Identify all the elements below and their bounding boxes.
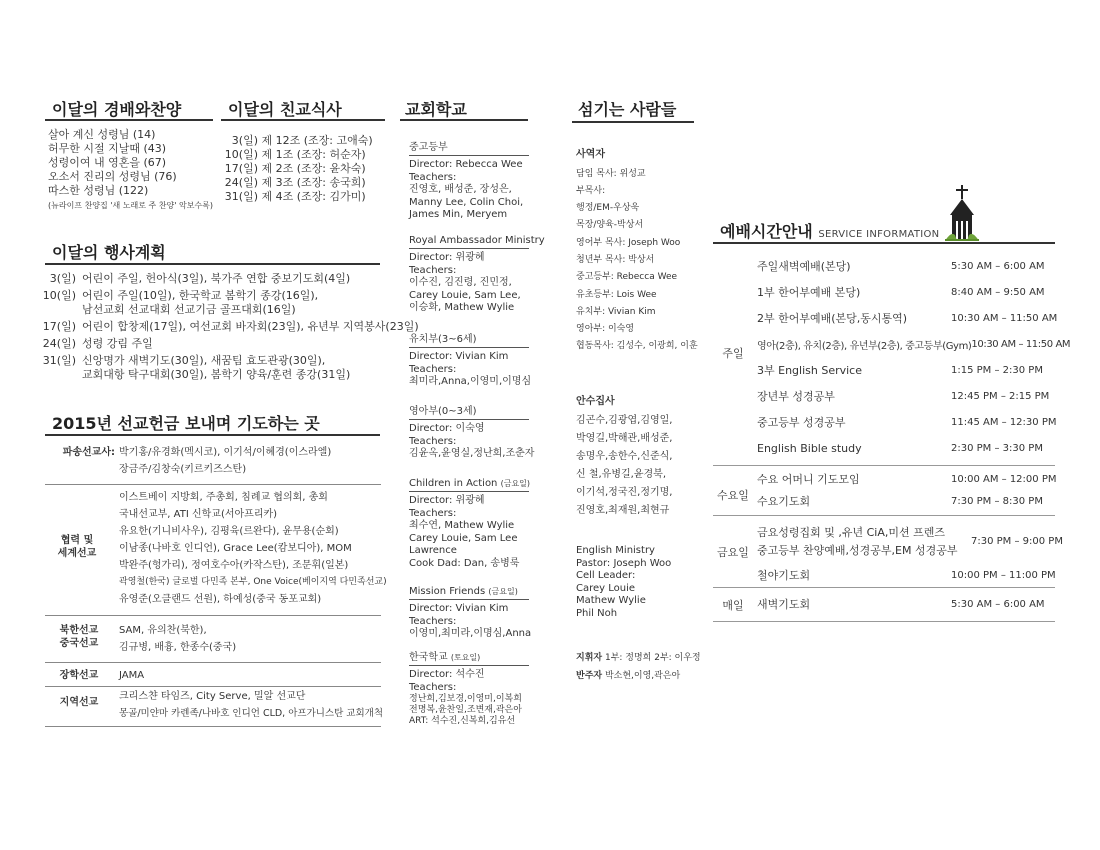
mission-label: 지역선교 [59, 697, 99, 708]
missions-title: 2015년 선교헌금 보내며 기도하는 곳 [52, 414, 320, 433]
school-section-title: Children in Action (금요일) [409, 477, 529, 492]
mission-list: 이스트베이 지방회, 주총회, 침례교 협의회, 총회 국내선교부, ATI 신학교(서아프리카) 유요한(기니비사우), 김평육(르완다), 윤무용(순회) 이남종(나바호 인디언), Grace Lee(캄보디아), MOM 박완주(헝가리), 정여호수아(카작스탄), 조문휘(일본) 곽영철(한국) 글로벌 다민족 본부, One Voice(베이지역 다민족선교) 유영준(오클랜드 선원), 하예성(중국 동포교회) [119, 492, 387, 605]
hymns-rule [45, 119, 213, 121]
fellowship-item: 10(일) 제 1조 (조장: 허순자) [224, 148, 366, 161]
school-section: Royal Ambassador Ministry Director: 위광혜 Teachers: 이수진, 김진령, 진민정, Carey Louie, Sam Lee, 이승화, Mathew Wylie [409, 235, 545, 313]
service-row: 3부 English Service 1:15 PM – 2:30 PM [757, 364, 1043, 377]
service-row: 장년부 성경공부 12:45 PM – 2:15 PM [757, 390, 1050, 403]
fellowship-item: 3(일) 제 12조 (조장: 고애숙) [231, 134, 373, 147]
mission-label: 파송선교사: [62, 447, 115, 458]
service-group [757, 253, 1071, 461]
school-section: Children in Action (금요일) Director: 위광혜 Teachers: 최수연, Mathew Wylie Carey Louie, Sam Lee Lawrence Cook Dad: Dan, 송병룩 [409, 478, 531, 569]
conductor: 지휘자 1부: 정명희 2부: 이우정 [576, 653, 701, 663]
deacons-list: 안수집사 김곤수,김광엽,김영일, 박영길,박해관,배성준, 송명우,송한수,신준식, 신 철,유병길,윤경북, 이기석,정국진,정기명, 진영호,최재원,최현규 [576, 396, 673, 516]
events-rule [45, 263, 380, 265]
service-row: English Bible study 2:30 PM – 3:30 PM [757, 441, 1043, 455]
school-section: 한국학교 (토요일) Director: 석수진 Teachers: 정난희,김보경,이영미,이복희 전명복,윤찬일,조변재,곽은아 ART: 석수진,신복희,김유선 [409, 651, 529, 727]
service-row: 철야기도회 10:00 PM – 11:00 PM [757, 569, 1056, 582]
hymn-item: 따스한 성령님 (122) [48, 184, 149, 197]
school-section-title: 영아부(0~3세) [409, 405, 529, 420]
hymn-item: 오소서 진리의 성령님 (76) [48, 170, 177, 183]
mission-list: 크리스챤 타임즈, City Serve, 밀알 선교단 몽골/미얀마 카렌족/나바호 인디언 CLD, 아프가니스탄 교회개척 [119, 691, 384, 719]
service-day: 금요일 [717, 546, 749, 559]
hymn-item: 허무한 시절 지날때 (43) [48, 142, 167, 155]
fellowship-item: 17(일) 제 2조 (조장: 윤차숙) [224, 162, 366, 175]
servants-title: 섬기는 사람들 [578, 100, 677, 119]
service-day: 수요일 [717, 489, 749, 502]
service-group [757, 523, 1055, 587]
school-section: 중고등부 Director: Rebecca Wee Teachers: 진영호, 배성준, 장성은, Manny Lee, Colin Choi, James Min, Meryem [409, 141, 529, 222]
servants-rule [572, 121, 694, 123]
school-rule [400, 119, 528, 121]
fellowship-rule [221, 119, 385, 121]
hymns-note: (뉴라이프 찬양집 '새 노래로 주 찬양' 악보수록) [48, 201, 214, 210]
accompanist: 반주자 박소현,이영,곽은아 [576, 671, 681, 681]
english-ministry: English Ministry Pastor: Joseph Woo Cell Leader: Carey Louie Mathew Wylie Phil Noh [576, 545, 672, 619]
fellowship-list [222, 134, 373, 204]
service-group [757, 591, 1055, 617]
mission-label: 장학선교 [59, 670, 99, 681]
service-group [757, 468, 1055, 512]
school-section: Mission Friends (금요일) Director: Vivian Kim Teachers: 이영미,최미라,이명심,Anna [409, 586, 532, 639]
mission-list: SAM, 유의찬(북한), 김규병, 배흉, 한종수(중국) [119, 625, 237, 653]
service-row: 1부 한어부예배 본당) 8:40 AM – 9:50 AM [757, 286, 1045, 299]
fellowship-item: 24(일) 제 3조 (조장: 송국희) [224, 176, 366, 189]
service-time: 7:30 PM – 9:00 PM [971, 536, 1063, 547]
mission-label: 북한선교 중국선교 [59, 625, 99, 649]
staff-list: 사역자 담임 목사: 위성교 부목사: 행정/EM-우상욱 목장/양육-박상서 영어부 목사: Joseph Woo 청년부 목사: 박상서 중고등부: Rebecca Wee 유초등부: Lois Wee 유치부: Vivian Kim 영아부: 이숙영 협동목사: 김성수, 이광희, 이훈 [576, 149, 698, 352]
deacons-title: 안수집사 [576, 396, 615, 407]
event-item: 3(일) 어린이 주일, 헌아식(3일), 북가주 연합 중보기도회(4일) [49, 272, 351, 285]
hymn-item: 살아 계신 성령님 (14) [48, 128, 156, 141]
church-icon [945, 185, 979, 241]
event-item: 24(일) 성령 강림 주일 [42, 337, 153, 350]
school-section-title: Mission Friends (금요일) [409, 585, 529, 600]
service-table [713, 253, 1071, 623]
events-title: 이달의 행사계획 [52, 243, 166, 262]
staff-title: 사역자 [576, 149, 605, 160]
service-day: 주일 [722, 347, 744, 360]
service-row: 중고등부 찬양예배,성경공부,EM 성경공부 [757, 544, 958, 557]
school-section: 유치부(3~6세) Director: Vivian Kim Teachers: 최미라,Anna,이영미,이명심 [409, 334, 532, 387]
event-item: 17(일) 어린이 합창제(17일), 여선교회 바자회(23일), 유년부 지역봉사(23일) [42, 320, 419, 333]
service-row: 수요기도회 7:30 PM – 8:30 PM [757, 495, 1043, 508]
service-row: 수요 어머니 기도모임 10:00 AM – 12:00 PM [757, 473, 1057, 486]
service-row: 영아(2층), 유치(2층), 유년부(2층), 중고등부(Gym) 10:30 AM – 11:50 AM [757, 338, 1071, 352]
service-row: 금요성령집회 및 ,유년 CiA,미션 프렌즈 [757, 526, 946, 539]
service-day: 매일 [722, 599, 744, 612]
mission-list: JAMA [119, 670, 145, 681]
fellowship-title: 이달의 친교식사 [228, 100, 342, 119]
hymn-item: 성령이여 내 영혼을 (67) [48, 156, 167, 169]
hymns-list [48, 128, 213, 211]
service-rule [713, 242, 1055, 244]
service-title: 예배시간안내 SERVICE INFORMATION [720, 222, 940, 241]
events-list [42, 272, 419, 382]
mission-list: 박기홍/유경화(멕시코), 이기석/이혜경(이스라엘) 장금주/김창숙(키르키즈스탄) [119, 447, 332, 475]
event-item: 10(일) 어린이 주일(10일), 한국학교 봄학기 종강(16일), 남선교회 선교대회 선교기금 골프대회(16일) [42, 289, 319, 316]
school-section-title: 한국학교 (토요일) [409, 651, 529, 666]
hymns-title: 이달의 경배와찬양 [52, 100, 182, 119]
event-item: 31(일) 신앙명가 새벽기도(30일), 새꿈팀 효도관광(30일), 교회대항 탁구대회(30일), 봄학기 양육/훈련 종강(31일) [42, 354, 351, 381]
service-row: 중고등부 성경공부 11:45 AM – 12:30 PM [757, 416, 1057, 429]
service-row: 2부 한어부예배(본당,동시통역) 10:30 AM – 11:50 AM [757, 312, 1058, 325]
school-section-title: Royal Ambassador Ministry [409, 234, 529, 249]
school-title: 교회학교 [405, 100, 467, 119]
service-row: 주일새벽예배(본당) 5:30 AM – 6:00 AM [757, 260, 1045, 273]
missions-table [45, 434, 387, 734]
school-section-title: 유치부(3~6세) [409, 333, 529, 348]
fellowship-item: 31(일) 제 4조 (조장: 김가미) [224, 190, 366, 203]
school-section-title: 중고등부 [409, 141, 529, 156]
mission-label: 협력 및 세계선교 [57, 535, 97, 559]
service-row: 새벽기도회 5:30 AM – 6:00 AM [757, 598, 1045, 611]
school-section: 영아부(0~3세) Director: 이숙영 Teachers: 김윤옥,윤영실,정난희,조춘자 [409, 406, 535, 459]
